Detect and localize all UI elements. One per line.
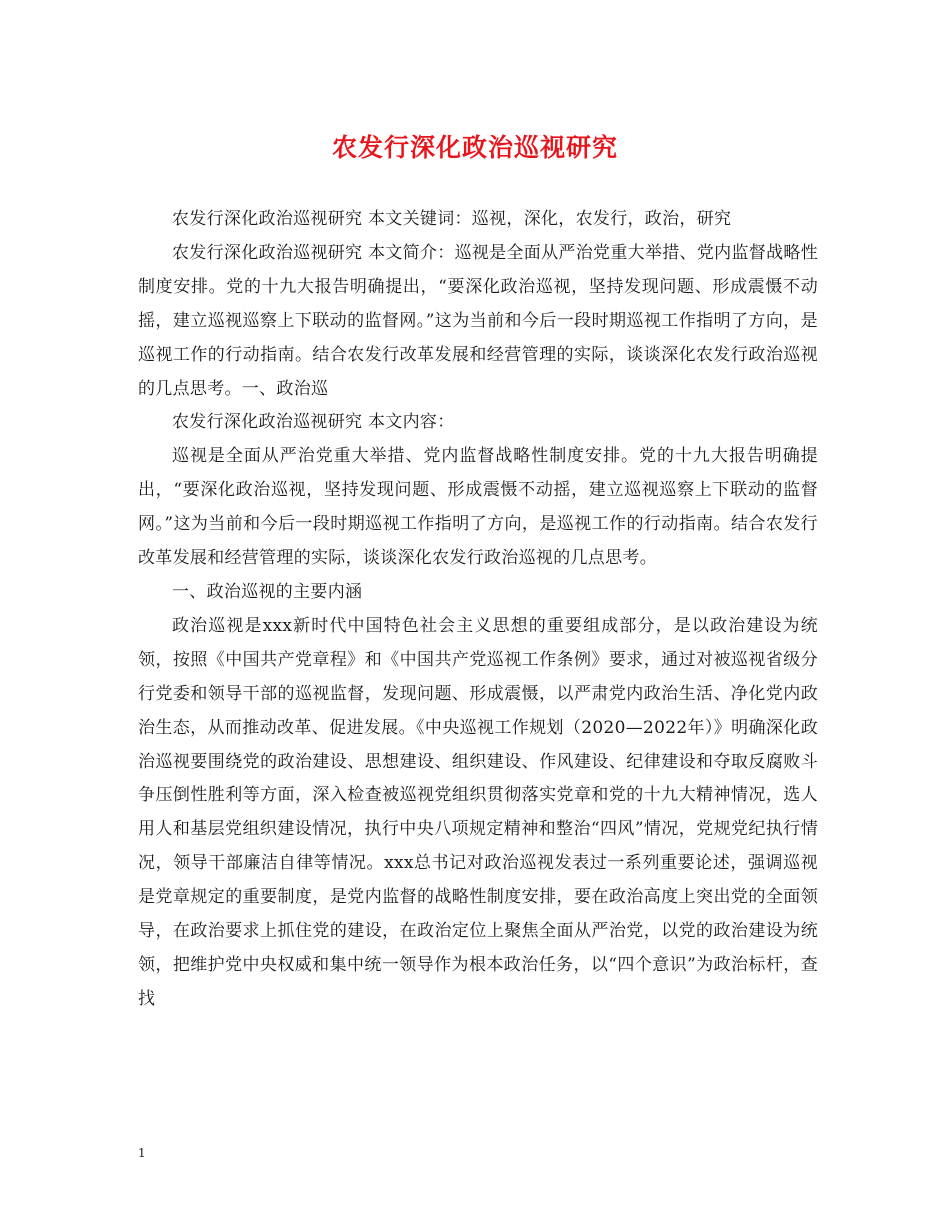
- page-number: 1: [138, 1146, 146, 1160]
- paragraph-keywords: 农发行深化政治巡视研究 本文关键词：巡视，深化，农发行，政治，研究: [172, 209, 732, 229]
- paragraph-section-body: 政治巡视是xxx新时代中国特色社会主义思想的重要组成部分，是以政治建设为统领，按照《中国共产党章程》和《中国共产党巡视工作条例》要求，通过对被巡视省级分行党委和领导干部的巡视监督，发现问题、形成震慑，以严肃党内政治生活、净化党内政治生态，从而推动改革、促进发展。《中央巡视工作规划（2020—2022年）》明确深化政治巡视要围绕党的政治建设、思想建设、组织建设、作风建设、纪律建设和夺取反腐败斗争压倒性胜利等方面，深入检查被巡视党组织贯彻落实党章和党的十九大精神情况，选人用人和基层党组织建设情况，执行中央八项规定精神和整治“四风”情况，党规党纪执行情况，领导干部廉洁自律等情况。xxx总书记对政治巡视发表过一系列重要论述，强调巡视是党章规定的重要制度，是党内监督的战略性制度安排，要在政治高度上突出党的全面领导，在政治要求上抓住党的建设，在政治定位上聚焦全面从严治党，以党的政治建设为统领，把维护党中央权威和集中统一领导作为根本政治任务，以“四个意识”为政治标杆，查找: [138, 615, 818, 1009]
- paragraph-intro: 巡视是全面从严治党重大举措、党内监督战略性制度安排。党的十九大报告明确提出，“要深化政治巡视，坚持发现问题、形成震慑不动摇，建立巡视巡察上下联动的监督网。”这为当前和今后一段时期巡视工作指明了方向，是巡视工作的行动指南。结合农发行改革发展和经营管理的实际，谈谈深化农发行政治巡视的几点思考。: [138, 446, 818, 569]
- paragraph-summary: 农发行深化政治巡视研究 本文简介：巡视是全面从严治党重大举措、党内监督战略性制度安排。党的十九大报告明确提出，“要深化政治巡视，坚持发现问题、形成震慑不动摇，建立巡视巡察上下联动的监督网。”这为当前和今后一段时期巡视工作指明了方向，是巡视工作的行动指南。结合农发行改革发展和经营管理的实际，谈谈深化农发行政治巡视的几点思考。一、政治巡: [138, 242, 818, 399]
- section-heading: 一、政治巡视的主要内涵: [172, 581, 363, 602]
- document-body: [138, 203, 818, 1017]
- document-title: 农发行深化政治巡视研究: [331, 133, 618, 162]
- paragraph-content-heading: 农发行深化政治巡视研究 本文内容：: [172, 412, 455, 433]
